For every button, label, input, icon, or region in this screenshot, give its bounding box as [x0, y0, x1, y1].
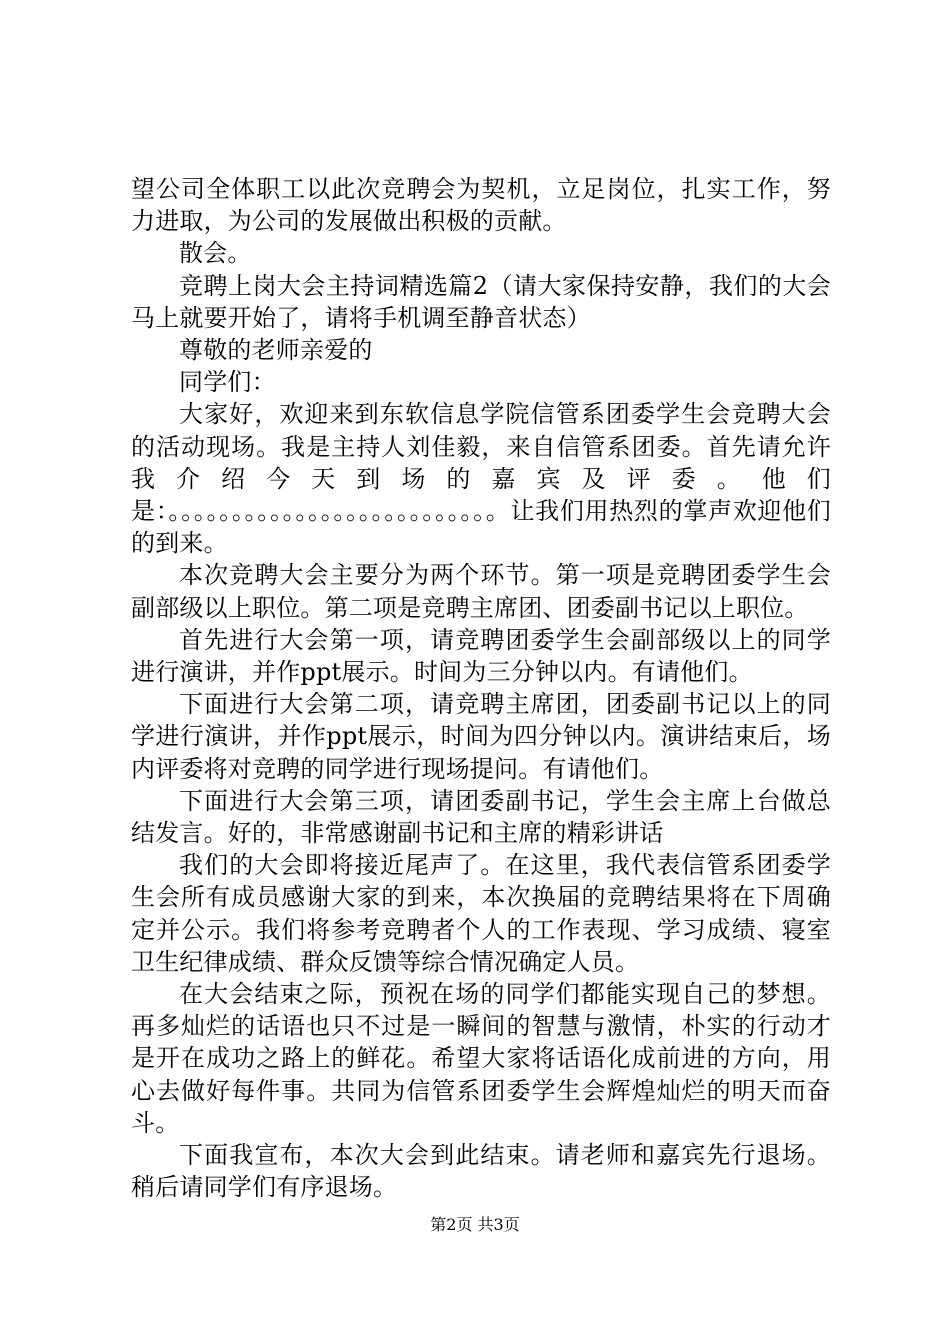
- paragraph-9: 下面进行大会第二项，请竞聘主席团，团委副书记以上的同学进行演讲，并作ppt展示，时间为四分钟以内。演讲结束后，场内评委将对竞聘的同学进行现场提问。有请他们。: [131, 690, 831, 783]
- document-body: [131, 173, 831, 1204]
- paragraph-5: 同学们：: [179, 368, 276, 397]
- paragraph-6: 大家好，欢迎来到东软信息学院信管系团委学生会竞聘大会的活动现场。我是主持人刘佳毅，来自信管系团委。首先请允许我介绍今天到场的嘉宾及评委。他们是：。。。。。。。。。。。。。。。。。。。。。。。。。。让我们用热烈的掌声欢迎他们的到来。: [131, 400, 831, 558]
- paragraph-2: 散会。: [179, 239, 252, 268]
- paragraph-3: 竞聘上岗大会主持词精选篇2（请大家保持安静，我们的大会马上就要开始了，请将手机调至静音状态）: [131, 271, 831, 332]
- paragraph-8: 首先进行大会第一项，请竞聘团委学生会副部级以上的同学进行演讲，并作ppt展示。时间为三分钟以内。有请他们。: [131, 625, 831, 687]
- paragraph-7: 本次竞聘大会主要分为两个环节。第一项是竞聘团委学生会副部级以上职位。第二项是竞聘主席团、团委副书记以上职位。: [131, 561, 831, 622]
- paragraph-12: 在大会结束之际，预祝在场的同学们都能实现自己的梦想。再多灿烂的话语也只不过是一瞬间的智慧与激情，朴实的行动才是开在成功之路上的鲜花。希望大家将话语化成前进的方向，用心去做好每件事。共同为信管系团委学生会辉煌灿烂的明天而奋斗。: [131, 980, 831, 1137]
- paragraph-10: 下面进行大会第三项，请团委副书记，学生会主席上台做总结发言。好的，非常感谢副书记和主席的精彩讲话: [131, 786, 831, 848]
- paragraph-13: 下面我宣布，本次大会到此结束。请老师和嘉宾先行退场。稍后请同学们有序退场。: [131, 1141, 831, 1202]
- page-number-label: 第2页 共3页: [430, 1215, 520, 1234]
- paragraph-4: 尊敬的老师亲爱的: [179, 336, 373, 365]
- paragraph-1: 望公司全体职工以此次竞聘会为契机，立足岗位，扎实工作，努力进取，为公司的发展做出积极的贡献。: [131, 175, 831, 236]
- page-footer: [0, 1215, 950, 1235]
- paragraph-11: 我们的大会即将接近尾声了。在这里，我代表信管系团委学生会所有成员感谢大家的到来，本次换届的竞聘结果将在下周确定并公示。我们将参考竞聘者个人的工作表现、学习成绩、寝室卫生纪律成绩、群众反馈等综合情况确定人员。: [131, 851, 831, 976]
